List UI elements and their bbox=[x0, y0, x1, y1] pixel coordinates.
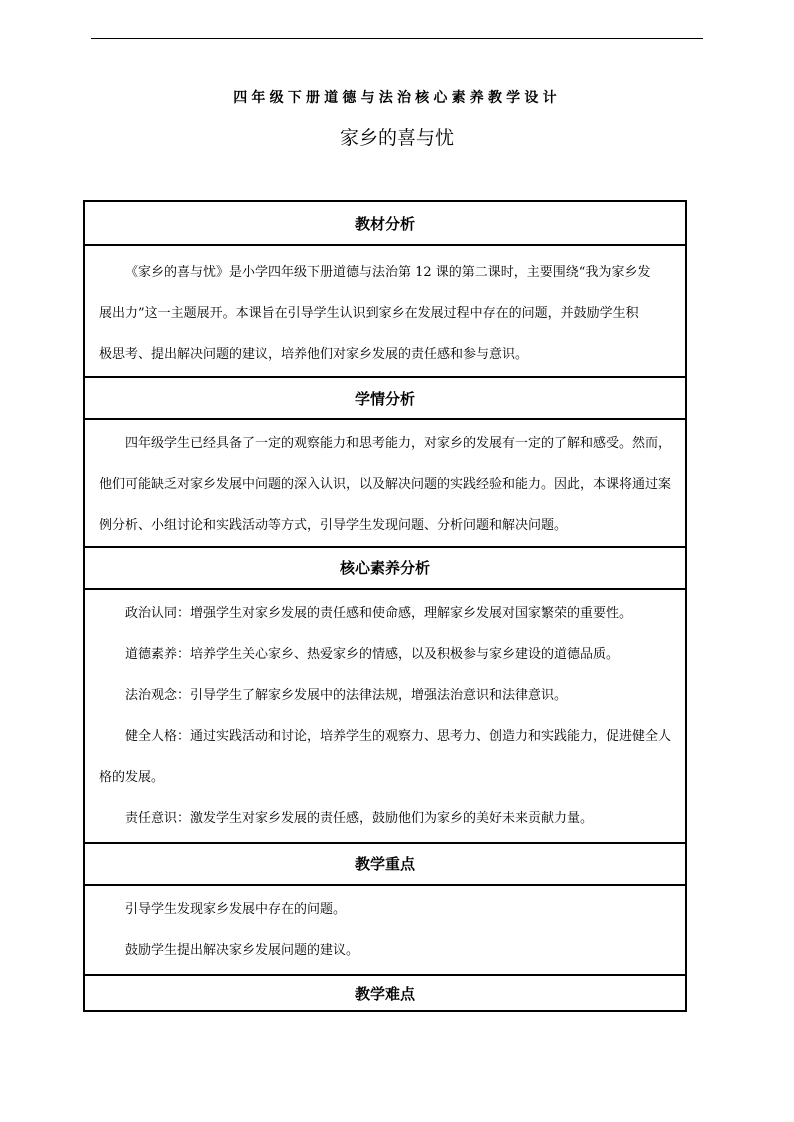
paragraph-line: 四年级学生已经具备了一定的观察能力和思考能力，对家乡的发展有一定的了解和感受。然而， bbox=[125, 436, 672, 451]
divider bbox=[85, 884, 685, 886]
item-line: 道德素养：培养学生关心家乡、热爱家乡的情感，以及积极参与家乡建设的道德品质。 bbox=[125, 647, 620, 662]
header-rule bbox=[91, 38, 703, 39]
student-analysis-paragraph bbox=[99, 423, 673, 546]
textbook-analysis-paragraph bbox=[99, 252, 673, 375]
divider bbox=[85, 546, 685, 548]
document-title: 四年级下册道德与法治核心素养教学设计 bbox=[233, 90, 561, 106]
item-line: 引导学生发现家乡发展中存在的问题。 bbox=[125, 902, 347, 917]
lesson-design-table bbox=[83, 200, 687, 1012]
item-line: 政治认同：增强学生对家乡发展的责任感和使命感，理解家乡发展对国家繁荣的重要性。 bbox=[125, 606, 633, 621]
divider bbox=[85, 588, 685, 590]
item-line: 法治观念：引导学生了解家乡发展中的法律法规，增强法治意识和法律意识。 bbox=[125, 688, 568, 703]
core-literacy-item-responsibility bbox=[99, 798, 673, 839]
core-literacy-item-moral bbox=[99, 634, 673, 675]
lesson-title: 家乡的喜与忧 bbox=[339, 127, 454, 149]
key-point-item bbox=[99, 889, 673, 930]
item-line: 鼓励学生提出解决家乡发展问题的建议。 bbox=[125, 943, 360, 958]
section-heading-key-points: 教学重点 bbox=[354, 855, 415, 873]
divider bbox=[85, 974, 685, 976]
section-heading-textbook-analysis: 教材分析 bbox=[354, 215, 415, 233]
section-heading-core-literacy: 核心素养分析 bbox=[339, 559, 430, 577]
paragraph-line: 例分析、小组讨论和实践活动等方式，引导学生发现问题、分析问题和解决问题。 bbox=[99, 518, 568, 533]
divider bbox=[85, 842, 685, 844]
divider bbox=[85, 376, 685, 378]
item-line: 健全人格：通过实践活动和讨论，培养学生的观察力、思考力、创造力和实践能力，促进健全人 bbox=[125, 729, 672, 744]
paragraph-line: 极思考、提出解决问题的建议，培养他们对家乡发展的责任感和参与意识。 bbox=[99, 347, 529, 362]
core-literacy-item-personality bbox=[99, 716, 673, 798]
item-line: 格的发展。 bbox=[99, 770, 165, 785]
item-line: 责任意识：激发学生对家乡发展的责任感，鼓励他们为家乡的美好未来贡献力量。 bbox=[125, 811, 594, 826]
key-point-item bbox=[99, 930, 673, 971]
divider bbox=[85, 418, 685, 420]
divider bbox=[85, 244, 685, 246]
section-heading-student-analysis: 学情分析 bbox=[354, 390, 415, 408]
paragraph-line: 展出力”这一主题展开。本课旨在引导学生认识到家乡在发展过程中存在的问题，并鼓励学生积 bbox=[99, 306, 639, 321]
paragraph-line: 他们可能缺乏对家乡发展中问题的深入认识，以及解决问题的实践经验和能力。因此，本课将通过案 bbox=[99, 477, 672, 492]
paragraph-line: 《家乡的喜与忧》是小学四年级下册道德与法治第 12 课的第二课时，主要围绕“我为家乡发 bbox=[125, 265, 651, 280]
section-heading-difficulties: 教学难点 bbox=[354, 985, 415, 1003]
core-literacy-item-rule-of-law bbox=[99, 675, 673, 716]
core-literacy-item-political bbox=[99, 593, 673, 634]
